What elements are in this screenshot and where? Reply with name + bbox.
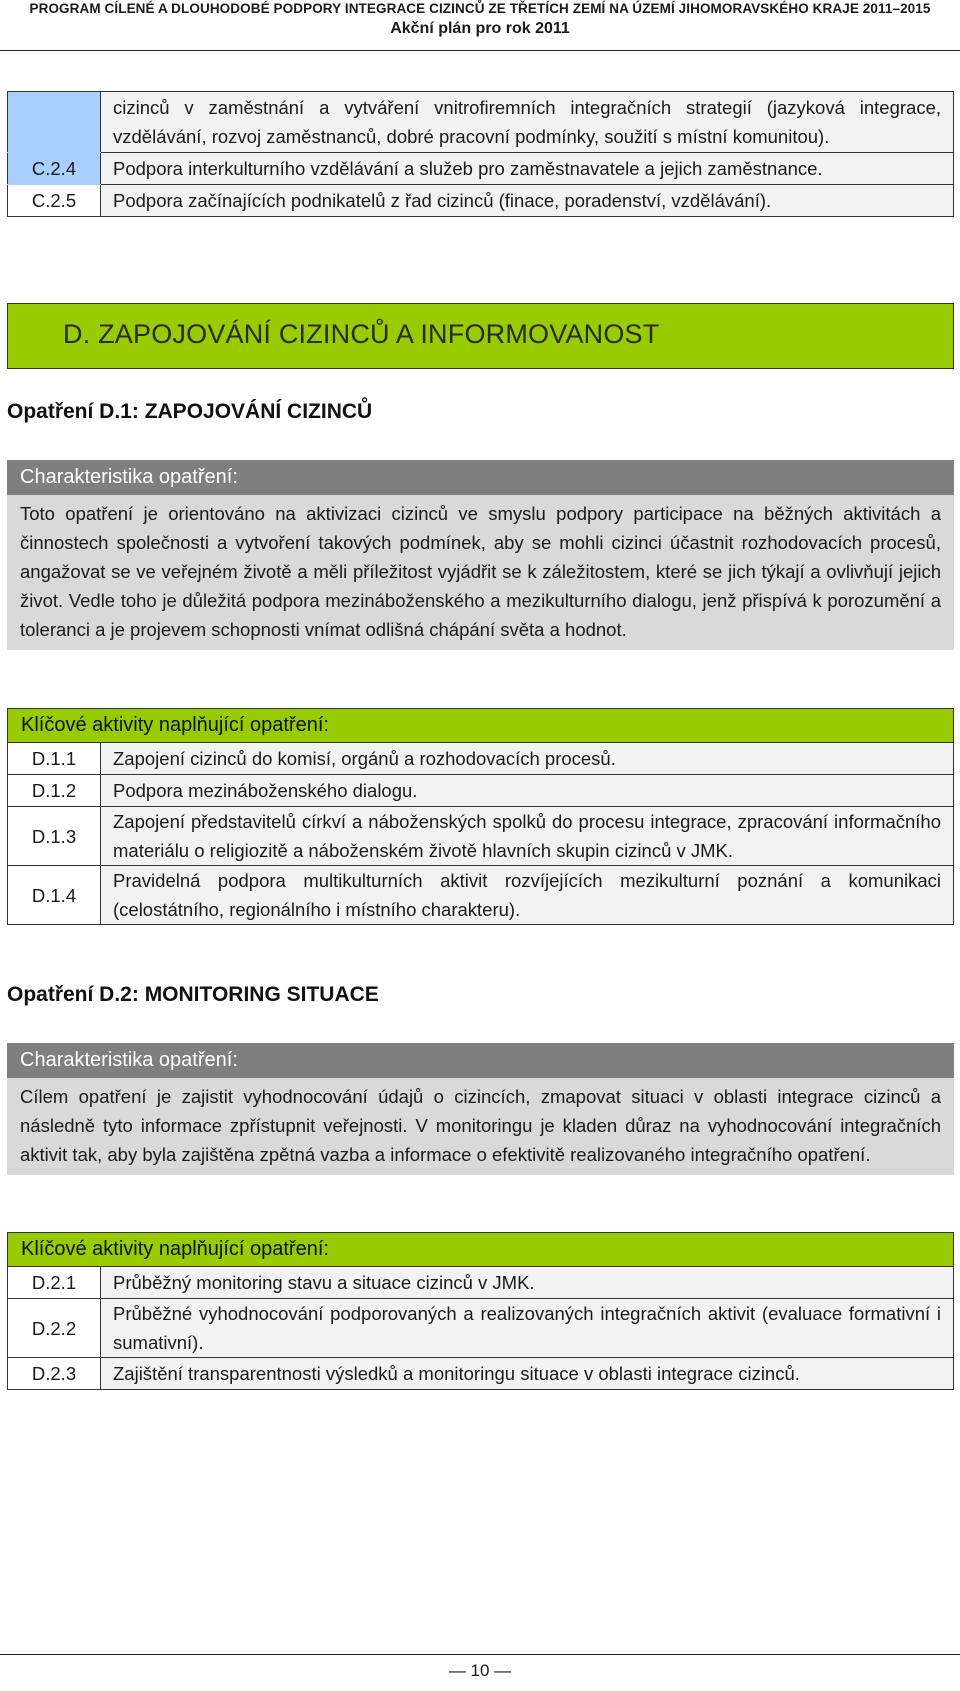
activity-number: D.2.1 (8, 1267, 101, 1299)
table-row (8, 1299, 954, 1358)
activities-heading: Klíčové aktivity naplňující opatření: (7, 708, 954, 742)
table-row (8, 1358, 954, 1390)
activity-text: Zajištění transparentnosti výsledků a monitoringu situace v oblasti integrace cizinců. (101, 1358, 954, 1390)
activity-number (8, 92, 101, 153)
characteristics-heading: Charakteristika opatření: (7, 1043, 954, 1078)
activity-text: Průběžný monitoring stavu a situace cizinců v JMK. (101, 1267, 954, 1299)
activity-number: D.1.2 (8, 775, 101, 807)
activity-number: D.1.1 (8, 743, 101, 775)
page-number: — 10 — (448, 1661, 512, 1680)
activity-text: cizinců v zaměstnání a vytváření vnitrofiremních integračních strategií (jazyková integrace, vzdělávání, rozvoj zaměstnanců, dobré pracovní podmínky, soužití s místní komunitou). (101, 92, 954, 153)
footer-divider (0, 1654, 960, 1655)
measure-d1-title: Opatření D.1: ZAPOJOVÁNÍ CIZINCŮ (7, 400, 373, 423)
activity-text: Zapojení cizinců do komisí, orgánů a rozhodovacích procesů. (101, 743, 954, 775)
section-d-banner (7, 303, 954, 369)
activity-text: Pravidelná podpora multikulturních aktivit rozvíjejících mezikulturní poznání a komunikaci (celostátního, regionálního i místního charakteru). (101, 866, 954, 925)
activity-number: D.1.3 (8, 807, 101, 866)
table-row (8, 743, 954, 775)
table-row (8, 1267, 954, 1299)
table-row (8, 185, 954, 217)
table-row (8, 92, 954, 153)
activity-text: Podpora mezináboženského dialogu. (101, 775, 954, 807)
activity-number: D.2.3 (8, 1358, 101, 1390)
measure-d2-title: Opatření D.2: MONITORING SITUACE (7, 983, 379, 1006)
measure-d1-activities (7, 708, 954, 925)
plan-title: Akční plán pro rok 2011 (390, 20, 570, 37)
activity-number: D.2.2 (8, 1299, 101, 1358)
measure-d2-activities (7, 1232, 954, 1390)
program-title: PROGRAM CÍLENÉ A DLOUHODOBÉ PODPORY INTEGRACE CIZINCŮ ZE TŘETÍCH ZEMÍ NA ÚZEMÍ JIHOMORAVSKÉHO KRAJE 2011–2015 (29, 1, 931, 16)
table-row (8, 866, 954, 925)
activities-heading: Klíčové aktivity naplňující opatření: (7, 1232, 954, 1266)
activity-text: Průběžné vyhodnocování podporovaných a realizovaných integračních aktivit (evaluace formativní i sumativní). (101, 1299, 954, 1358)
activities-table (7, 1266, 954, 1390)
activities-table (7, 742, 954, 925)
measure-d2-characteristics (7, 1043, 954, 1175)
table-row (8, 807, 954, 866)
characteristics-text: Cílem opatření je zajistit vyhodnocování údajů o cizincích, zmapovat situaci v oblasti integrace cizinců a následně tyto informace zpřístupnit veřejnosti. V monitoringu je kladen důraz na vyhodnocování integračních aktivit tak, aby byla zajištěna zpětná vazba a informace o efektivitě realizovaného integračního opatření. (7, 1078, 954, 1175)
characteristics-heading: Charakteristika opatření: (7, 460, 954, 495)
activity-number: D.1.4 (8, 866, 101, 925)
activity-text: Podpora začínajících podnikatelů z řad cizinců (finace, poradenství, vzdělávání). (101, 185, 954, 217)
activity-text: Zapojení představitelů církví a náboženských spolků do procesu integrace, zpracování informačního materiálu o religiozitě a náboženském životě hlavních skupin cizinců v JMK. (101, 807, 954, 866)
table-row (8, 153, 954, 185)
page-header (0, 0, 960, 51)
measure-d1-characteristics (7, 460, 954, 650)
section-d-title: D. ZAPOJOVÁNÍ CIZINCŮ A INFORMOVANOST (63, 319, 660, 349)
characteristics-text: Toto opatření je orientováno na aktivizaci cizinců ve smyslu podpory participace na běžných aktivitách a činnostech společnosti a vytvoření takových podmínek, aby se mohli cizinci účastnit rozhodovacích procesů, angažovat se ve veřejném životě a měli příležitost vyjádřit se k záležitostem, které se jich týkají a ovlivňují jejich život. Vedle toho je důležitá podpora mezináboženského a mezikulturního dialogu, jenž přispívá k porozumění a toleranci a je projevem schopnosti vnímat odlišná chápání světa a hodnot. (7, 495, 954, 650)
activity-text: Podpora interkulturního vzdělávání a služeb pro zaměstnavatele a jejich zaměstnance. (101, 153, 954, 185)
table-row (8, 775, 954, 807)
activity-number: C.2.5 (8, 185, 101, 217)
section-c-activities-table (7, 91, 954, 217)
activity-number: C.2.4 (8, 153, 101, 185)
